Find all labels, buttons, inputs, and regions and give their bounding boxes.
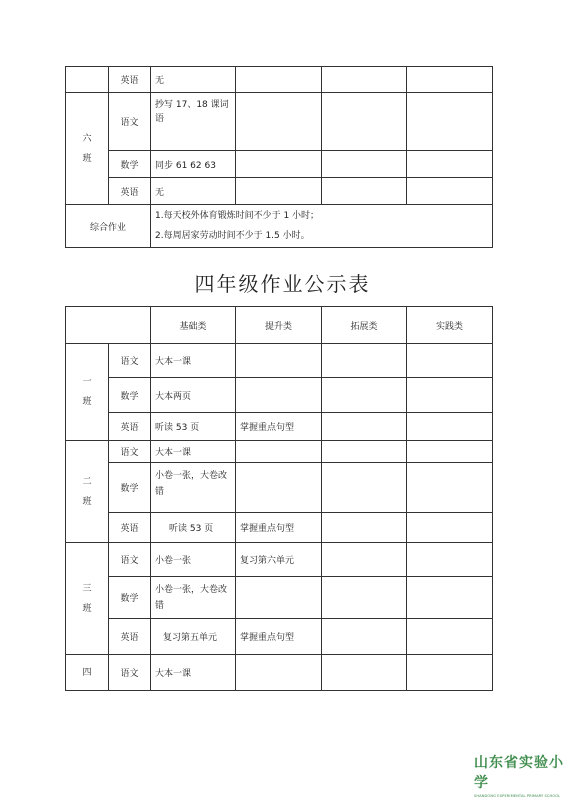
class-name-cell: 二 班: [66, 441, 109, 543]
subject-cell: 英语: [109, 619, 151, 655]
basic-cell: 大本一课: [151, 655, 236, 691]
improve-cell: 掌握重点句型: [236, 413, 322, 441]
header-blank: [66, 307, 151, 344]
comprehensive-content: 1.每天校外体育锻炼时间不少于 1 小时； 2.每周居家劳动时间不少于 1.5 小时。: [151, 205, 493, 248]
subject-cell: 语文: [109, 543, 151, 577]
school-name-en: SHANDONG EXPERIMENTAL PRIMARY SCHOOL: [474, 794, 561, 798]
basic-cell: 听读 53 页: [151, 513, 236, 543]
improve-cell: 掌握重点句型: [236, 619, 322, 655]
class-cell-blank: [66, 67, 109, 93]
basic-cell: 同步 61 62 63: [151, 151, 236, 178]
basic-cell: 大本两页: [151, 378, 236, 413]
improve-cell: [236, 378, 322, 413]
basic-cell: 小卷一张: [151, 543, 236, 577]
improve-cell: [236, 577, 322, 619]
header-practice: 实践类: [407, 307, 493, 344]
class-name-cell: 一 班: [66, 344, 109, 441]
subject-cell: 英语: [109, 513, 151, 543]
subject-cell: 英语: [109, 178, 151, 205]
improve-cell: [236, 655, 322, 691]
basic-cell: 听读 53 页: [151, 413, 236, 441]
grade-five-table-continued: [65, 66, 493, 248]
improve-cell: [236, 344, 322, 378]
subject-cell: 语文: [109, 344, 151, 378]
class-six-cell: 六 班: [66, 93, 109, 205]
subject-cell: 数学: [109, 463, 151, 513]
basic-cell: 大本一课: [151, 344, 236, 378]
header-extend: 拓展类: [322, 307, 407, 344]
grade-four-table: [65, 306, 493, 691]
comprehensive-label: 综合作业: [66, 205, 151, 248]
basic-cell: 抄写 17、18 课词语: [151, 93, 236, 151]
improve-cell: 掌握重点句型: [236, 513, 322, 543]
basic-cell: 复习第五单元: [151, 619, 236, 655]
page-title: 四年级作业公示表: [194, 272, 371, 296]
improve-cell: [236, 441, 322, 463]
school-name-cn: 山东省实验小学: [474, 755, 564, 791]
basic-cell: 无: [151, 67, 236, 93]
subject-cell: 数学: [109, 151, 151, 178]
subject-cell: 语文: [109, 441, 151, 463]
school-logo: [474, 752, 564, 798]
subject-cell: 数学: [109, 577, 151, 619]
improve-cell: [236, 463, 322, 513]
header-basic: 基础类: [151, 307, 236, 344]
subject-cell: 语文: [109, 93, 151, 151]
subject-cell: 语文: [109, 655, 151, 691]
class-name-cell: 三 班: [66, 543, 109, 655]
basic-cell: 无: [151, 178, 236, 205]
header-improve: 提升类: [236, 307, 322, 344]
basic-cell: 大本一课: [151, 441, 236, 463]
improve-cell: 复习第六单元: [236, 543, 322, 577]
subject-cell: 英语: [109, 413, 151, 441]
basic-cell: 小卷一张，大卷改错: [151, 577, 236, 619]
subject-cell: 数学: [109, 378, 151, 413]
subject-cell: 英语: [109, 67, 151, 93]
basic-cell: 小卷一张，大卷改错: [151, 463, 236, 513]
class-name-cell: 四: [66, 655, 109, 691]
